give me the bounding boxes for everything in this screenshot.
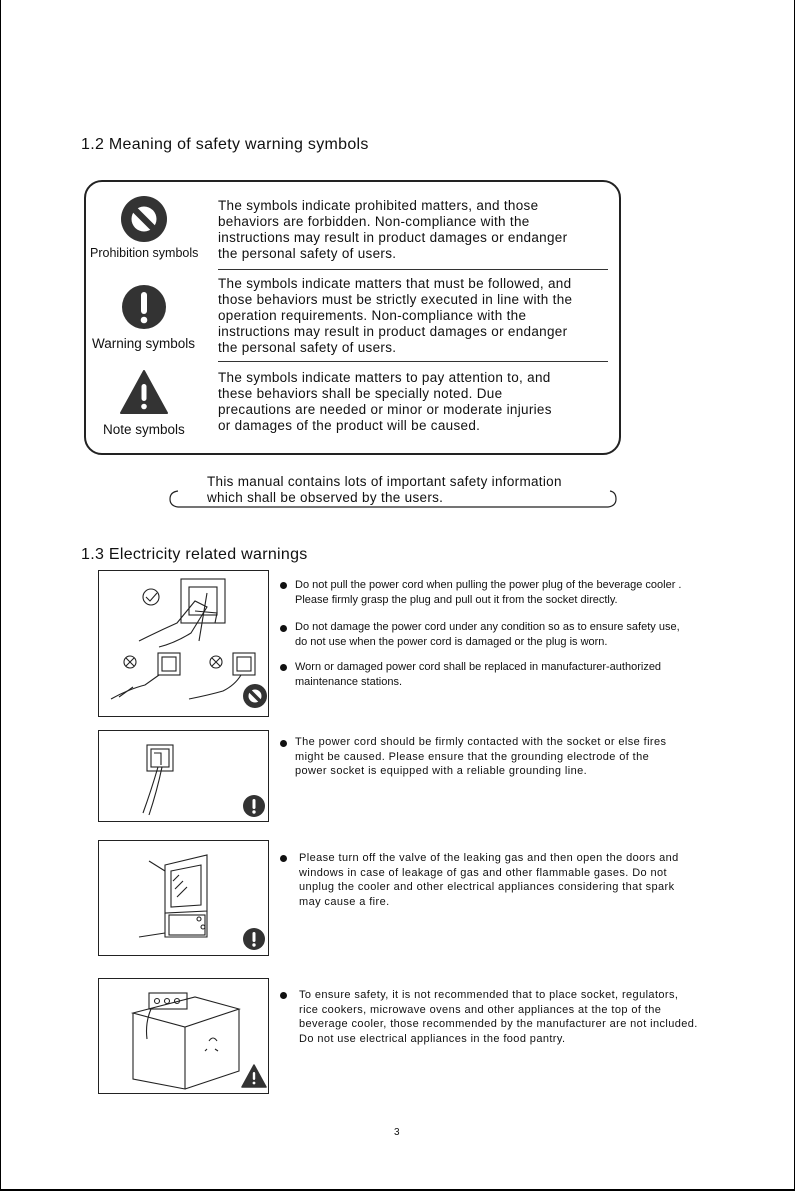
gas-leak-window-illustration (98, 840, 269, 956)
text-line: The symbols indicate matters that must be followed, and (218, 276, 572, 291)
notice-line: This manual contains lots of important safety information (207, 474, 562, 489)
prohibition-description (218, 198, 567, 262)
text-line: Do not pull the power cord when pulling the power plug of the beverage cooler . (295, 579, 682, 591)
prohibition-icon (121, 196, 167, 242)
notice-line: which shall be observed by the users. (207, 490, 444, 505)
text-line: Do not damage the power cord under any condition so as to ensure safety use, (295, 621, 680, 633)
text-line: windows in case of leakage of gas and other flammable gases. Do not (299, 866, 667, 879)
text-line: precautions are needed or minor or moderate injuries (218, 402, 552, 417)
text-line: the personal safety of users. (218, 246, 397, 261)
text-line: the personal safety of users. (218, 340, 397, 355)
warning-text (299, 851, 679, 909)
bullet (280, 582, 287, 589)
bullet (280, 664, 287, 671)
text-line: power socket is equipped with a reliable grounding line. (295, 765, 588, 777)
section-1-3-title: 1.3 Electricity related warnings (81, 546, 308, 563)
text-line: The symbols indicate matters to pay attention to, and (218, 370, 551, 385)
note-description (218, 370, 552, 434)
text-line: those behaviors must be strictly executed in line with the (218, 292, 573, 307)
text-line: or damages of the product will be caused. (218, 418, 481, 433)
divider (218, 269, 608, 270)
bullet (280, 740, 287, 747)
text-line: may cause a fire. (299, 895, 390, 908)
text-line: might be caused. Please ensure that the grounding electrode of the (295, 750, 650, 763)
warning-text (295, 620, 680, 649)
text-line: beverage cooler, those recommended by the manufacturer are not included. (299, 1018, 698, 1030)
bullet (280, 992, 287, 999)
bullet (280, 855, 287, 862)
warning-text (299, 988, 698, 1046)
text-line: instructions may result in product damages or endanger (218, 324, 568, 339)
warning-text (295, 735, 666, 779)
warning-text (295, 660, 661, 689)
warning-description (218, 276, 572, 356)
text-line: rice cookers, microwave ovens and other appliances at the top of the (299, 1003, 662, 1016)
text-line: The power cord should be firmly contacted with the socket or else fires (295, 736, 667, 748)
text-line: do not use when the power cord is damaged or the plug is worn. (295, 635, 608, 648)
text-line: these behaviors shall be specially noted. Due (218, 386, 503, 401)
text-line: Please firmly grasp the plug and pull out it from the socket directly. (295, 593, 618, 606)
warning-icon (122, 285, 166, 329)
text-line: maintenance stations. (295, 675, 403, 688)
page-number: 3 (394, 1127, 400, 1138)
text-line: To ensure safety, it is not recommended that to place socket, regulators, (299, 989, 679, 1001)
safety-symbols-box (84, 180, 621, 455)
text-line: instructions may result in product damages or endanger (218, 230, 568, 245)
warning-symbols-label: Warning symbols (92, 336, 196, 351)
power-plug-handling-illustration (98, 570, 269, 717)
text-line: Worn or damaged power cord shall be replaced in manufacturer-authorized (295, 661, 662, 673)
warning-text (295, 578, 681, 607)
text-line: Do not use electrical appliances in the food pantry. (299, 1032, 566, 1045)
grounded-socket-illustration (98, 730, 269, 822)
note-symbols-label: Note symbols (103, 422, 185, 437)
safety-notice (207, 474, 562, 506)
text-line: behaviors are forbidden. Non-compliance with the (218, 214, 530, 229)
section-1-2-title: 1.2 Meaning of safety warning symbols (81, 136, 369, 153)
caution-triangle-icon (119, 369, 169, 415)
text-line: Please turn off the valve of the leaking gas and then open the doors and (299, 852, 679, 864)
text-line: The symbols indicate prohibited matters, and those (218, 198, 539, 213)
prohibition-symbols-label: Prohibition symbols (90, 246, 199, 260)
bullet (280, 625, 287, 632)
text-line: unplug the cooler and other electrical appliances considering that spark (299, 881, 675, 893)
divider (218, 361, 608, 362)
appliance-on-cooler-illustration (98, 978, 269, 1094)
text-line: operation requirements. Non-compliance with the (218, 308, 527, 323)
